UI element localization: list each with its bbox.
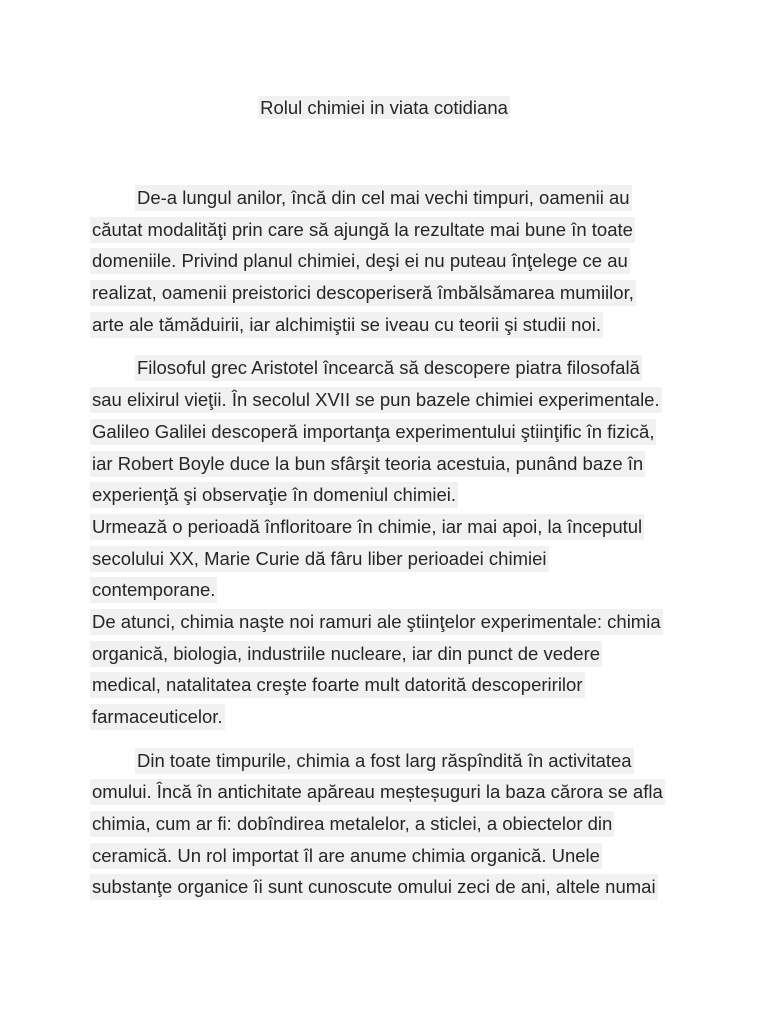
text-line-content: farmaceuticelor.: [90, 704, 225, 730]
text-line: [90, 638, 690, 670]
document-title: [0, 95, 768, 121]
text-line-content: realizat, oamenii preistorici descoperiseră îmbălsămarea mumiilor,: [90, 280, 636, 306]
text-line: [90, 606, 690, 638]
text-line-content: De atunci, chimia naşte noi ramuri ale ştiinţelor experimentale: chimia: [90, 609, 663, 635]
text-line: [90, 669, 690, 701]
text-line-content: chimia, cum ar fi: dobîndirea metalelor, a sticlei, a obiectelor din: [90, 811, 614, 837]
text-line-content: medical, natalitatea creşte foarte mult datorită descoperirilor: [90, 672, 585, 698]
text-line: [90, 352, 690, 384]
text-line-content: iar Robert Boyle duce la bun sfârşit teoria acestuia, punând baze în: [90, 451, 645, 477]
text-line: [90, 182, 690, 214]
text-line-content: omului. Încă în antichitate apăreau meșteșuguri la baza cărora se afla: [90, 779, 665, 805]
paragraph-1: [90, 182, 690, 340]
text-line-content: contemporane.: [90, 577, 217, 603]
text-line-content: Galileo Galilei descoperă importanţa experimentului ştiinţific în fizică,: [90, 419, 656, 445]
text-line: [90, 214, 690, 246]
text-line: [90, 511, 690, 543]
document-body: [90, 182, 690, 903]
text-line-content: Din toate timpurile, chimia a fost larg răspîndită în activitatea: [135, 748, 634, 774]
text-line: [90, 479, 690, 511]
text-line: [90, 416, 690, 448]
paragraph-3: [90, 745, 690, 903]
text-line: [90, 808, 690, 840]
text-line: [90, 309, 690, 341]
text-line: [90, 384, 690, 416]
text-line: [90, 701, 690, 733]
text-line: [90, 840, 690, 872]
text-line-content: sau elixirul vieţii. În secolul XVII se pun bazele chimiei experimentale.: [90, 387, 662, 413]
paragraph-2: [90, 352, 690, 732]
text-line: [90, 776, 690, 808]
text-line-content: De-a lungul anilor, încă din cel mai vechi timpuri, oamenii au: [135, 185, 632, 211]
text-line-content: Filosoful grec Aristotel încearcă să descopere piatra filosofală: [135, 355, 642, 381]
text-line-content: organică, biologia, industriile nucleare, iar din punct de vedere: [90, 641, 602, 667]
text-line: [90, 574, 690, 606]
text-line: [90, 448, 690, 480]
text-line: [90, 245, 690, 277]
text-line-content: experienţă şi observaţie în domeniul chimiei.: [90, 482, 458, 508]
text-line-content: căutat modalităţi prin care să ajungă la rezultate mai bune în toate: [90, 217, 635, 243]
text-line-content: secolului XX, Marie Curie dă fâru liber perioadei chimiei: [90, 546, 549, 572]
text-line: [90, 543, 690, 575]
text-line-content: ceramică. Un rol importat îl are anume chimia organică. Unele: [90, 843, 602, 869]
text-line-content: Urmează o perioadă înfloritoare în chimie, iar mai apoi, la începutul: [90, 514, 644, 540]
text-line: [90, 277, 690, 309]
text-line: [90, 745, 690, 777]
text-line: [90, 871, 690, 903]
document-title-text: Rolul chimiei in viata cotidiana: [260, 97, 508, 118]
text-line-content: arte ale tămăduirii, iar alchimiştii se iveau cu teorii şi studii noi.: [90, 312, 603, 338]
text-line-content: substanţe organice îi sunt cunoscute omului zeci de ani, altele numai: [90, 874, 658, 900]
text-line-content: domeniile. Privind planul chimiei, deşi ei nu puteau înţelege ce au: [90, 248, 630, 274]
